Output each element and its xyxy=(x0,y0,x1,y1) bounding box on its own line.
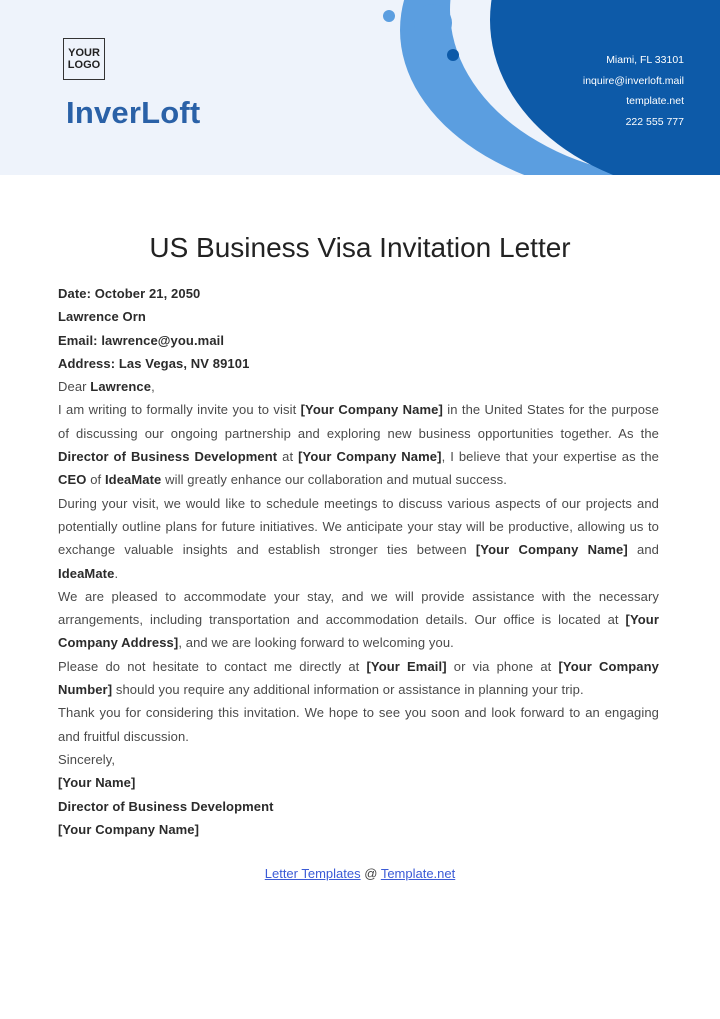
paragraph-3: We are pleased to accommodate your stay, and we will provide assistance with the necessary arrangements, including transportation and accommodation details. Our office is located at [Your Company Address], and we are looking forward to welcoming you. xyxy=(58,588,659,651)
logo-placeholder xyxy=(63,38,105,80)
greeting: Dear Lawrence, xyxy=(58,379,155,395)
brand-name: InverLoft xyxy=(66,95,201,130)
template-net-link[interactable]: Template.net xyxy=(380,866,456,881)
contact-address: Miami, FL 33101 xyxy=(606,54,684,66)
footer-credit xyxy=(0,866,720,881)
closing-salutation: Sincerely, xyxy=(58,751,116,767)
paragraph-2: During your visit, we would like to schedule meetings to discuss various aspects of our projects and potentially outline plans for future initiatives. We anticipate your stay will be productive, allowing us to exchange valuable insights and establish stronger ties between [Your Company Name] and IdeaMate. xyxy=(58,495,659,581)
letterhead xyxy=(0,0,720,175)
contact-email: inquire@inverloft.mail xyxy=(582,74,684,87)
paragraph-1: I am writing to formally invite you to visit [Your Company Name] in the United States for the purpose of discussing our ongoing partnership and exploring new business opportunities together. As the Director of Business Development at [Your Company Name], I believe that your expertise as the CEO of IdeaMate will greatly enhance our collaboration and mutual success. xyxy=(58,402,660,488)
paragraph-4: Please do not hesitate to contact me directly at [Your Email] or via phone at [Your Company Number] should you require any additional information or assistance in planning your trip. xyxy=(58,658,659,698)
recipient-email: Email: lawrence@you.mail xyxy=(58,332,225,348)
logo-line-1: YOUR xyxy=(68,47,100,59)
letter-body xyxy=(58,282,659,841)
contact-block xyxy=(583,50,684,132)
signer-name: [Your Name] xyxy=(58,775,136,791)
contact-phone: 222 555 777 xyxy=(625,115,684,128)
paragraph-5: Thank you for considering this invitation. We hope to see you soon and look forward to an engaging and fruitful discussion. xyxy=(58,705,659,744)
document-title: US Business Visa Invitation Letter xyxy=(149,232,571,263)
logo-line-2: LOGO xyxy=(67,59,101,71)
letter-templates-link[interactable]: Letter Templates xyxy=(264,866,361,881)
letter-date: Date: October 21, 2050 xyxy=(58,286,201,301)
signer-position: Director of Business Development xyxy=(58,798,274,814)
contact-website: template.net xyxy=(626,95,684,107)
recipient-address: Address: Las Vegas, NV 89101 xyxy=(58,355,250,371)
signer-company: [Your Company Name] xyxy=(58,821,200,837)
footer-separator: @ xyxy=(360,866,381,881)
recipient-name: Lawrence Orn xyxy=(58,309,146,325)
